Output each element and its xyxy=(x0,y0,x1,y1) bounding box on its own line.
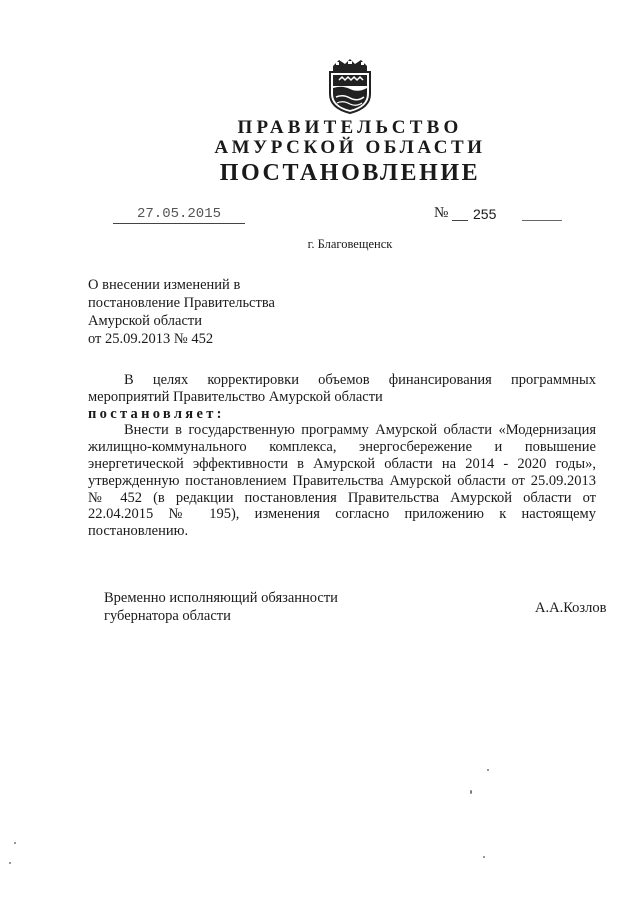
subject-line: от 25.09.2013 № 452 xyxy=(88,331,214,347)
document-subject xyxy=(88,276,275,348)
decree-word: постановляет: xyxy=(88,405,225,422)
org-name-line2: АМУРСКОЙ ОБЛАСТИ xyxy=(214,137,486,158)
scan-speck xyxy=(487,769,489,771)
preamble-paragraph: В целях корректировки объемов финансирования программных мероприятий Правительство Амурской области xyxy=(88,372,596,405)
document-body xyxy=(88,372,596,540)
scan-speck xyxy=(470,790,472,794)
number-underline xyxy=(452,220,468,221)
subject-line: О внесении изменений в xyxy=(88,277,241,293)
amur-region-coat-of-arms-icon xyxy=(327,58,373,114)
org-name-line1: ПРАВИТЕЛЬСТВО xyxy=(237,117,463,138)
signatory-role-line: губернатора области xyxy=(104,608,231,624)
scan-speck xyxy=(9,862,11,864)
main-paragraph: Внести в государственную программу Амурской области «Модернизация жилищно-коммунального комплекса, энергосбережение и повышение энергетической эффективности в Амурской области на 2014 - 2020 годы», утвержденную постановлением Правительства Амурской области от 25.09.2013 № 452 (в редакции постановления Правительства Амурской области от 22.04.2015 № 195), изменения согласно приложению к настоящему постановлению. xyxy=(88,422,596,540)
signatory-role-line: Временно исполняющий обязанности xyxy=(104,590,338,606)
scan-speck xyxy=(14,842,16,844)
subject-line: Амурской области xyxy=(88,313,202,329)
document-number: 255 xyxy=(473,206,497,222)
scan-speck xyxy=(483,856,485,858)
document-type-title: ПОСТАНОВЛЕНИЕ xyxy=(219,160,481,186)
number-underline-tail xyxy=(522,220,562,221)
document-date: 27.05.2015 xyxy=(113,206,245,224)
number-sign: № xyxy=(434,205,449,221)
city-location: г. Благовещенск xyxy=(307,237,393,251)
subject-line: постановление Правительства xyxy=(88,295,275,311)
signatory-role xyxy=(104,589,338,625)
signatory-name: А.А.Козлов xyxy=(535,600,607,616)
